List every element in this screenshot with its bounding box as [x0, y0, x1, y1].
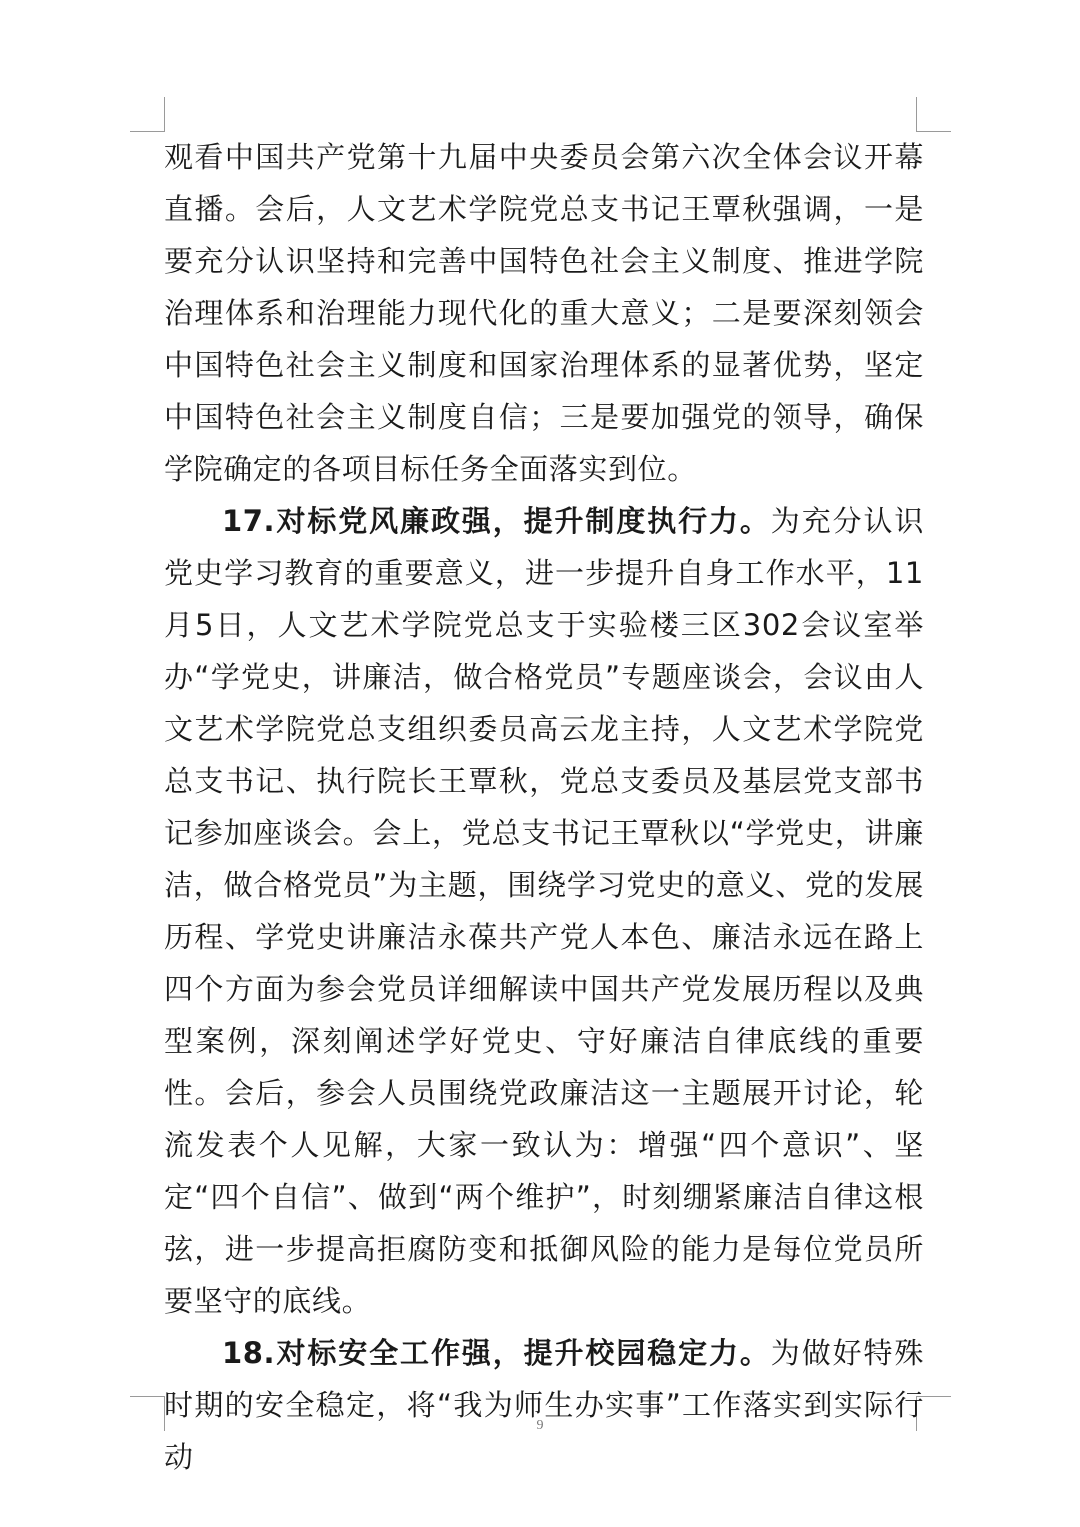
- page-number: 9: [536, 1418, 544, 1433]
- paragraph-item-18: [164, 1327, 924, 1483]
- paragraph-item-17: [164, 495, 924, 1327]
- item-18-text: 为做好特殊时期的安全稳定，将“我为师生办实事”工作落实到实际行动: [164, 1336, 924, 1474]
- paragraph-continuation: [164, 131, 924, 495]
- item-17-heading: 17.对标党风廉政强，提升制度执行力。: [222, 504, 771, 538]
- item-17-text: 为充分认识党史学习教育的重要意义，进一步提升自身工作水平，11月5日，人文艺术学院党总支于实验楼三区302会议室举办“学党史，讲廉洁，做合格党员”专题座谈会，会议由人文艺术学院党总支组织委员高云龙主持，人文艺术学院党总支书记、执行院长王覃秋，党总支委员及基层党支部书记参加座谈会。会上，党总支书记王覃秋以“学党史，讲廉洁，做合格党员”为主题，围绕学习党史的意义、党的发展历程、学党史讲廉洁永葆共产党人本色、廉洁永远在路上四个方面为参会党员详细解读中国共产党发展历程以及典型案例，深刻阐述学好党史、守好廉洁自律底线的重要性。会后，参会人员围绕党政廉洁这一主题展开讨论，轮流发表个人见解，大家一致认为：增强“四个意识”、坚定“四个自信”、做到“两个维护”，时刻绷紧廉洁自律这根弦，进一步提高拒腐防变和抵御风险的能力是每位党员所要坚守的底线。: [164, 504, 924, 1318]
- paragraph-text: 观看中国共产党第十九届中央委员会第六次全体会议开幕直播。会后，人文艺术学院党总支书记王覃秋强调，一是要充分认识坚持和完善中国特色社会主义制度、推进学院治理体系和治理能力现代化的重大意义；二是要深刻领会中国特色社会主义制度和国家治理体系的显著优势，坚定中国特色社会主义制度自信；三是要加强党的领导，确保学院确定的各项目标任务全面落实到位。: [164, 140, 924, 486]
- item-18-heading: 18.对标安全工作强，提升校园稳定力。: [222, 1336, 771, 1370]
- document-body: [164, 131, 924, 1483]
- crop-mark-top-left: [130, 97, 165, 132]
- crop-mark-top-right: [916, 97, 951, 132]
